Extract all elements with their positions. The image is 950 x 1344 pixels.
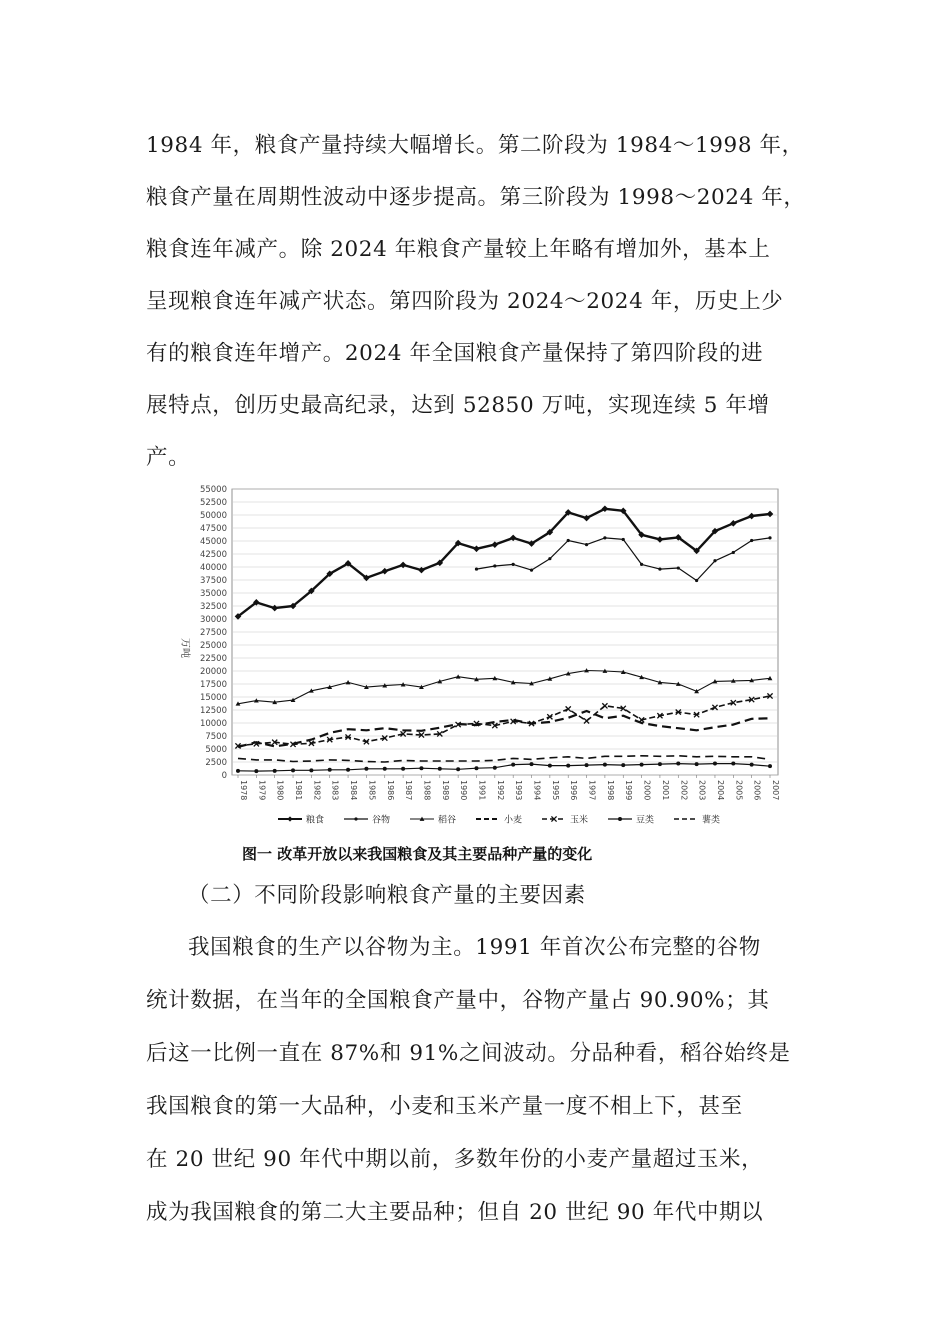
- y-tick-label: 30000: [199, 615, 227, 625]
- data-point: [328, 768, 332, 772]
- x-tick-label: 1978: [239, 780, 248, 801]
- x-tick-label: 1980: [275, 780, 285, 801]
- legend-marker: [287, 816, 292, 821]
- grain-production-chart: [170, 478, 790, 870]
- data-point: [658, 762, 662, 766]
- data-point: [603, 763, 607, 767]
- y-tick-label: 35000: [199, 589, 227, 599]
- data-point: [291, 768, 295, 772]
- data-point: [438, 767, 442, 771]
- data-point: [585, 763, 589, 767]
- x-tick-label: 1979: [257, 780, 267, 801]
- y-tick-label: 20000: [199, 667, 227, 677]
- legend-marker: [354, 817, 357, 820]
- series-薯类: [238, 756, 770, 762]
- data-point: [475, 567, 478, 570]
- x-tick-label: 1992: [495, 780, 505, 801]
- data-point: [512, 563, 515, 566]
- legend-item: [476, 814, 522, 826]
- y-tick-label: 27500: [199, 628, 227, 638]
- data-point: [732, 551, 735, 554]
- y-tick-label: 47500: [199, 524, 227, 534]
- data-point: [473, 546, 480, 553]
- series-line: [238, 756, 770, 762]
- text-line: 我国粮食的生产以谷物为主。1991 年首次公布完整的谷物: [188, 935, 761, 960]
- data-point: [750, 763, 754, 767]
- y-tick-label: 5000: [205, 745, 227, 755]
- y-tick-label: 37500: [199, 576, 227, 586]
- y-tick-label: 2500: [205, 758, 227, 768]
- data-point: [530, 762, 534, 766]
- x-tick-label: 1996: [569, 780, 579, 801]
- x-tick-label: 2006: [752, 780, 762, 801]
- legend-item: [410, 815, 456, 826]
- legend-item: [278, 814, 324, 826]
- y-tick-label: 32500: [199, 602, 227, 612]
- y-tick-label: 22500: [199, 654, 227, 664]
- data-point: [677, 566, 680, 569]
- text-line: 有的粮食连年增产。2024 年全国粮食产量保持了第四阶段的进: [146, 341, 764, 366]
- legend-label: 小麦: [504, 815, 523, 826]
- data-point: [381, 568, 388, 575]
- data-point: [713, 762, 717, 766]
- data-point: [730, 520, 737, 527]
- series-豆类: [236, 762, 772, 774]
- text-line: 粮食产量在周期性波动中逐步提高。第三阶段为 1998～2024 年，: [146, 185, 806, 210]
- x-tick-label: 2007: [771, 780, 780, 801]
- legend-label: 粮食: [306, 815, 325, 826]
- legend-item: [674, 814, 720, 826]
- y-axis-label: 万吨: [179, 638, 190, 658]
- data-point: [622, 538, 625, 541]
- x-tick-label: 1982: [312, 780, 322, 801]
- data-point: [676, 762, 680, 766]
- data-point: [383, 767, 387, 771]
- y-tick-label: 12500: [199, 706, 227, 716]
- chart-caption: 图一 改革开放以来我国粮食及其主要品种产量的变化: [242, 845, 593, 863]
- y-tick-label: 50000: [199, 511, 227, 521]
- legend-item: [344, 814, 390, 826]
- series-line: [238, 711, 770, 747]
- x-tick-label: 1997: [587, 780, 597, 801]
- data-point: [695, 762, 699, 766]
- data-point: [493, 766, 497, 770]
- data-point: [585, 543, 588, 546]
- series-谷物: [475, 536, 772, 582]
- x-tick-label: 1990: [459, 780, 469, 801]
- y-tick-label: 45000: [199, 537, 227, 547]
- x-tick-label: 1989: [440, 780, 450, 801]
- x-tick-label: 1987: [404, 780, 414, 801]
- y-tick-label: 15000: [199, 693, 227, 703]
- y-tick-label: 40000: [199, 563, 227, 573]
- text-line: 后这一比例一直在 87%和 91%之间波动。分品种看，稻谷始终是: [146, 1041, 791, 1066]
- data-point: [768, 764, 772, 768]
- series-line: [238, 764, 770, 772]
- data-point: [309, 768, 313, 772]
- data-point: [493, 564, 496, 567]
- data-point: [364, 767, 368, 771]
- data-point: [567, 539, 570, 542]
- data-point: [566, 764, 570, 768]
- x-tick-label: 1991: [477, 780, 487, 801]
- data-point: [621, 763, 625, 767]
- series-小麦: [238, 711, 770, 747]
- text-line: 呈现粮食连年减产状态。第四阶段为 2024～2024 年，历史上少: [146, 289, 784, 314]
- data-point: [474, 766, 478, 770]
- text-line: 粮食连年减产。除 2024 年粮食产量较上年略有增加外，基本上: [146, 237, 771, 262]
- data-point: [640, 763, 644, 767]
- x-tick-label: 2002: [679, 780, 689, 801]
- y-tick-label: 25000: [199, 641, 227, 651]
- data-point: [254, 769, 258, 773]
- text-line: 成为我国粮食的第二大主要品种；但自 20 世纪 90 年代中期以: [146, 1200, 764, 1225]
- y-tick-label: 7500: [205, 732, 227, 742]
- data-point: [713, 559, 716, 562]
- x-tick-label: 1983: [330, 780, 340, 801]
- data-point: [602, 703, 607, 708]
- data-point: [346, 768, 350, 772]
- section-heading: （二）不同阶段影响粮食产量的主要因素: [188, 883, 586, 908]
- text-line: 展特点，创历史最高纪录，达到 52850 万吨，实现连续 5 年增: [146, 393, 770, 418]
- y-tick-label: 17500: [199, 680, 227, 690]
- series-稻谷: [236, 668, 773, 706]
- legend-label: 豆类: [636, 815, 655, 826]
- x-tick-label: 1988: [422, 780, 432, 801]
- data-point: [767, 511, 774, 518]
- legend-item: [542, 814, 588, 826]
- text-line: 在 20 世纪 90 年代中期以前，多数年份的小麦产量超过玉米，: [146, 1147, 764, 1172]
- data-point: [548, 557, 551, 560]
- x-tick-label: 2003: [697, 780, 707, 801]
- series-粮食: [235, 505, 774, 619]
- series-line: [238, 509, 770, 617]
- legend-label: 谷物: [372, 815, 391, 826]
- data-point: [401, 767, 405, 771]
- data-point: [750, 539, 753, 542]
- legend-label: 玉米: [570, 815, 589, 826]
- data-point: [419, 766, 423, 770]
- y-tick-label: 55000: [199, 485, 227, 495]
- data-point: [511, 763, 515, 767]
- x-tick-label: 1984: [349, 780, 359, 801]
- data-point: [658, 567, 661, 570]
- x-tick-label: 2005: [734, 780, 744, 801]
- data-point: [456, 767, 460, 771]
- series-line: [477, 538, 771, 581]
- legend-item: [608, 814, 654, 826]
- x-tick-label: 2001: [660, 780, 670, 801]
- legend-label: 薯类: [702, 815, 721, 826]
- series-line: [238, 671, 770, 704]
- text-line: 统计数据，在当年的全国粮食产量中，谷物产量占 90.90%；其: [146, 988, 770, 1013]
- x-tick-label: 1986: [385, 780, 395, 801]
- x-tick-label: 1999: [624, 780, 634, 801]
- data-point: [731, 762, 735, 766]
- text-line: 我国粮食的第一大品种，小麦和玉米产量一度不相上下，甚至: [146, 1094, 743, 1119]
- data-point: [418, 567, 425, 574]
- data-point: [768, 536, 771, 539]
- data-point: [510, 535, 517, 542]
- x-tick-label: 1985: [367, 780, 377, 801]
- data-point: [640, 563, 643, 566]
- data-point: [748, 513, 755, 520]
- x-tick-label: 1994: [532, 780, 542, 801]
- data-point: [273, 769, 277, 773]
- y-tick-label: 10000: [199, 719, 227, 729]
- x-tick-label: 1981: [294, 780, 304, 801]
- text-line: 1984 年，粮食产量持续大幅增长。第二阶段为 1984～1998 年，: [146, 133, 804, 158]
- data-point: [236, 769, 240, 773]
- data-point: [657, 536, 664, 543]
- data-point: [346, 680, 351, 684]
- x-tick-label: 2000: [642, 780, 652, 801]
- data-point: [492, 541, 499, 548]
- y-tick-label: 52500: [199, 498, 227, 508]
- y-tick-label: 42500: [199, 550, 227, 560]
- legend-marker: [618, 817, 622, 821]
- x-tick-label: 1998: [605, 780, 615, 801]
- text-line: 产。: [146, 445, 191, 470]
- data-point: [548, 764, 552, 768]
- data-point: [530, 569, 533, 572]
- x-tick-label: 1993: [514, 780, 524, 801]
- data-point: [603, 536, 606, 539]
- x-tick-label: 2004: [715, 780, 725, 801]
- legend-label: 稻谷: [438, 815, 457, 826]
- data-point: [695, 579, 698, 582]
- x-tick-label: 1995: [550, 780, 560, 801]
- y-tick-label: 0: [221, 771, 227, 781]
